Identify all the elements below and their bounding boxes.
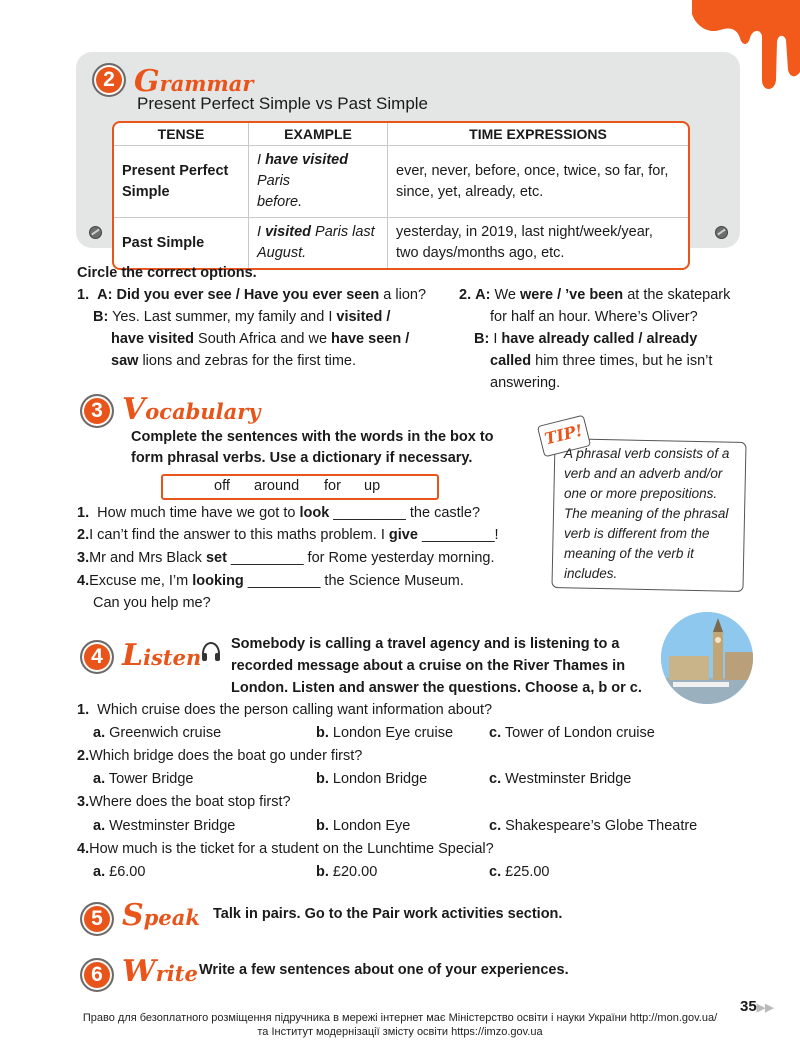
screw-left-decoration	[89, 226, 102, 239]
ex4-q2-option-c: c. Westminster Bridge	[489, 771, 632, 787]
example-cell: I visited Paris last August.	[248, 218, 387, 268]
exercise-3-instruction-1: Complete the sentences with the words in the box to	[131, 429, 494, 445]
exercise-4-instruction-3: London. Listen and answer the questions. Choose a, b or c.	[231, 680, 642, 696]
ex2-q2-b: B: I have already called / already	[474, 331, 698, 347]
grammar-table	[112, 121, 690, 270]
time-expressions-cell: yesterday, in 2019, last night/week/year, two days/months ago, etc.	[387, 218, 688, 268]
ex4-q1-option-c: c. Tower of London cruise	[489, 725, 655, 741]
example-cell: I have visited Paris before.	[248, 146, 387, 218]
london-photo	[661, 612, 753, 704]
ex4-q4-option-b: b. £20.00	[316, 864, 378, 880]
listen-heading: Listen	[122, 638, 202, 673]
section-4-badge: 4	[80, 640, 114, 674]
exercise-3-instruction-2: form phrasal verbs. Use a dictionary if necessary.	[131, 450, 473, 466]
forward-arrows-icon: ▶▶	[756, 1002, 774, 1014]
word-box-item: around	[254, 478, 300, 494]
exercise-5-instruction: Talk in pairs. Go to the Pair work activities section.	[213, 906, 563, 922]
ex3-sentence-4-line2: Can you help me?	[93, 595, 211, 611]
word-box-item: off	[214, 478, 230, 494]
ex4-q3-option-b: b. London Eye	[316, 818, 411, 834]
tense-cell: Past Simple	[122, 234, 205, 251]
ex4-question-4: 4.How much is the ticket for a student on the Lunchtime Special?	[77, 841, 494, 857]
exercise-4-instruction-2: recorded message about a cruise on the River Thames in	[231, 658, 626, 674]
table-header-example: EXAMPLE	[248, 123, 387, 146]
tense-cell: Present Perfect Simple	[114, 146, 248, 218]
ex4-q4-option-a: a. £6.00	[93, 864, 146, 880]
time-expressions-cell: ever, never, before, once, twice, so far, for, since, yet, already, etc.	[387, 146, 688, 218]
screw-right-decoration	[715, 226, 728, 239]
ex2-q2-b-line2: called him three times, but he isn’t	[490, 353, 713, 369]
grammar-heading: Grammar	[134, 64, 254, 99]
tip-badge: TIP!	[537, 415, 591, 458]
word-box	[161, 474, 439, 500]
page-number: 35▶▶	[740, 998, 774, 1015]
ex4-q2-option-a: a. Tower Bridge	[93, 771, 194, 787]
ex4-q1-option-a: a. Greenwich cruise	[93, 725, 222, 741]
ex2-q2-b-line3: answering.	[490, 375, 561, 391]
ex4-q3-option-a: a. Westminster Bridge	[93, 818, 236, 834]
ex3-sentence-2: 2.I can’t find the answer to this maths problem. I give _________!	[77, 527, 499, 543]
grammar-subtitle: Present Perfect Simple vs Past Simple	[137, 94, 429, 113]
word-box-item: up	[364, 478, 381, 494]
ex4-q1-option-b: b. London Eye cruise	[316, 725, 454, 741]
ex3-sentence-1: 1. How much time have we got to look _________ the castle?	[77, 505, 481, 521]
footer-line-2: та Інститут модернізації змісту освіти https://imzo.gov.ua	[257, 1026, 543, 1038]
ex2-q1-b: B: Yes. Last summer, my family and I visited /	[93, 309, 391, 325]
write-heading: Write	[122, 954, 198, 989]
speak-heading: Speak	[122, 898, 200, 933]
ex4-question-1: 1. Which cruise does the person calling want information about?	[77, 702, 493, 718]
footer-line-1: Право для безоплатного розміщення підручника в мережі інтернет має Міністерство освіти і науки України http://mon.gov.ua/	[82, 1012, 718, 1024]
ex4-q3-option-c: c. Shakespeare’s Globe Theatre	[489, 818, 698, 834]
section-3-badge: 3	[80, 394, 114, 428]
ex3-sentence-3: 3.Mr and Mrs Black set _________ for Rome yesterday morning.	[77, 550, 495, 566]
vocabulary-heading: Vocabulary	[122, 392, 261, 427]
table-row	[114, 146, 688, 218]
ex3-sentence-4: 4.Excuse me, I’m looking _________ the Science Museum.	[77, 573, 464, 589]
exercise-2-instruction: Circle the correct options.	[77, 265, 257, 281]
exercise-4-instruction-1: Somebody is calling a travel agency and is listening to a	[231, 636, 620, 652]
ex2-q2-a: 2. A: We were / ’ve been at the skatepark	[459, 287, 731, 303]
table-row	[114, 218, 688, 268]
ex4-question-2: 2.Which bridge does the boat go under first?	[77, 748, 363, 764]
tip-text: A phrasal verb consists of a verb and an adverb and/or one or more prepositions. The meaning of the phrasal verb is different from the meaning of the verb it includes.	[564, 446, 730, 581]
table-header-tense: TENSE	[114, 123, 248, 146]
ex2-q1-b-line2: have visited South Africa and we have seen /	[111, 331, 410, 347]
ex2-q1-a: 1. A: Did you ever see / Have you ever seen a lion?	[77, 287, 427, 303]
ex4-question-3: 3.Where does the boat stop first?	[77, 794, 291, 810]
ex4-q2-option-b: b. London Bridge	[316, 771, 428, 787]
table-header-time-expressions: TIME EXPRESSIONS	[387, 123, 688, 146]
headphones-icon	[200, 641, 222, 663]
ex2-q1-b-line3: saw lions and zebras for the first time.	[111, 353, 357, 369]
exercise-6-instruction: Write a few sentences about one of your experiences.	[199, 962, 569, 978]
section-2-badge: 2	[92, 63, 126, 97]
ex4-q4-option-c: c. £25.00	[489, 864, 550, 880]
section-6-badge: 6	[80, 958, 114, 992]
word-box-item: for	[324, 478, 341, 494]
ex2-q2-a-line2: for half an hour. Where’s Oliver?	[490, 309, 698, 325]
section-5-badge: 5	[80, 902, 114, 936]
